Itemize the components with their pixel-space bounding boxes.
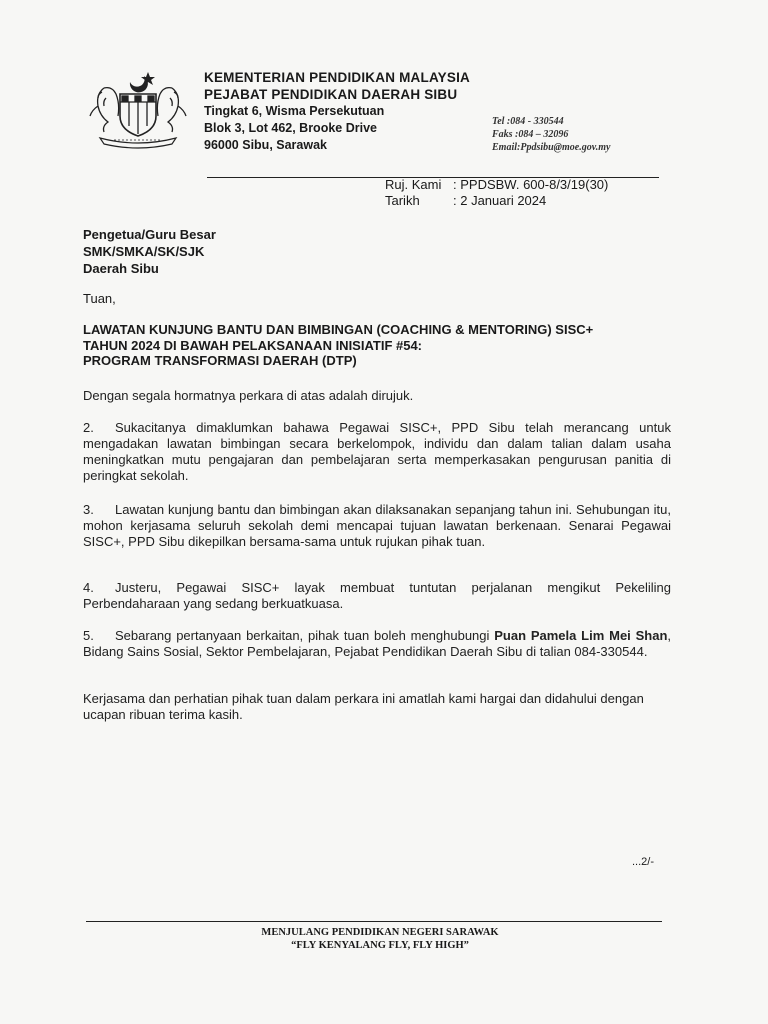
- coat-of-arms-icon: [86, 68, 190, 152]
- paragraph-5: [83, 628, 671, 660]
- paragraph-number: 4.: [83, 580, 94, 595]
- paragraph-number: 5.: [83, 628, 94, 643]
- paragraph-2: [83, 420, 671, 484]
- paragraph-text: , Bidang Sains Sosial, Sektor Pembelajaran, Pejabat Pendidikan Daerah Sibu di talian 084-330544.: [83, 628, 672, 659]
- office-name: PEJABAT PENDIDIKAN DAERAH SIBU: [204, 87, 458, 102]
- date-value: : 2 Januari 2024: [453, 193, 547, 208]
- paragraph-4: [83, 580, 671, 612]
- footer-motto: [180, 926, 580, 952]
- paragraph-1: Dengan segala hormatnya perkara di atas adalah dirujuk.: [83, 388, 414, 403]
- tel-number: Tel :084 - 330544: [492, 116, 564, 127]
- ref-value: : PPDSBW. 600-8/3/19(30): [453, 177, 609, 192]
- date-label: Tarikh: [385, 193, 420, 208]
- paragraph-text: Lawatan kunjung bantu dan bimbingan akan dilaksanakan sepanjang tahun ini. Sehubungan itu, mohon kerjasama seluruh sekolah demi mencapai tujuan lawatan berkenaan. Senarai Pegawai SISC+, PPD Sibu dikepilkan bersama-sama untuk rujukan pihak tuan.: [83, 502, 671, 549]
- reference-block: [385, 177, 608, 209]
- address-line-2: Blok 3, Lot 462, Brooke Drive: [204, 121, 377, 135]
- ref-label: Ruj. Kami: [385, 177, 442, 192]
- contact-person-name: Puan Pamela Lim Mei Shan: [494, 628, 668, 643]
- recipient-line-1: Pengetua/Guru Besar: [83, 227, 216, 242]
- salutation: Tuan,: [83, 291, 116, 306]
- email-address: Email:Ppdsibu@moe.gov.my: [492, 142, 611, 153]
- paragraph-number: 2.: [83, 420, 94, 435]
- footer-line-2: “FLY KENYALANG FLY, FLY HIGH”: [291, 940, 469, 951]
- ministry-name: KEMENTERIAN PENDIDIKAN MALAYSIA: [204, 70, 470, 85]
- paragraph-3: [83, 502, 671, 550]
- paragraph-text: Sebarang pertanyaan berkaitan, pihak tuan boleh menghubungi: [115, 628, 495, 643]
- footer-line-1: MENJULANG PENDIDIKAN NEGERI SARAWAK: [261, 927, 499, 938]
- page-marker: ...2/-: [632, 856, 655, 868]
- recipient-block: [83, 226, 216, 277]
- contact-block: [492, 115, 611, 154]
- agency-block: [204, 69, 470, 154]
- subject-heading: [83, 322, 683, 369]
- subject-line-1: LAWATAN KUNJUNG BANTU DAN BIMBINGAN (COACHING & MENTORING) SISC+: [83, 322, 594, 337]
- subject-line-2: TAHUN 2024 DI BAWAH PELAKSANAAN INISIATIF #54:: [83, 337, 423, 353]
- paragraph-text: Justeru, Pegawai SISC+ layak membuat tuntutan perjalanan mengikut Pekeliling Perbendaharaan yang sedang berkuatkuasa.: [83, 580, 671, 611]
- recipient-line-2: SMK/SMKA/SK/SJK: [83, 244, 205, 259]
- fax-number: Faks :084 – 32096: [492, 129, 569, 140]
- paragraph-text: Sukacitanya dimaklumkan bahawa Pegawai SISC+, PPD Sibu telah merancang untuk mengadakan lawatan bimbingan secara berkelompok, individu dan dalam talian dalam usaha meningkatkan mutu pengajaran dan pembelajaran serta memperkasakan pengurusan panitia di peringkat sekolah.: [83, 420, 671, 483]
- subject-line-3: PROGRAM TRANSFORMASI DAERAH (DTP): [83, 353, 357, 368]
- address-line-1: Tingkat 6, Wisma Persekutuan: [204, 104, 385, 118]
- recipient-line-3: Daerah Sibu: [83, 261, 159, 276]
- paragraph-6: Kerjasama dan perhatian pihak tuan dalam perkara ini amatlah kami hargai dan didahului dengan ucapan ribuan terima kasih.: [83, 691, 644, 722]
- paragraph-number: 3.: [83, 502, 94, 517]
- footer-divider: [86, 921, 662, 922]
- address-line-3: 96000 Sibu, Sarawak: [204, 138, 327, 152]
